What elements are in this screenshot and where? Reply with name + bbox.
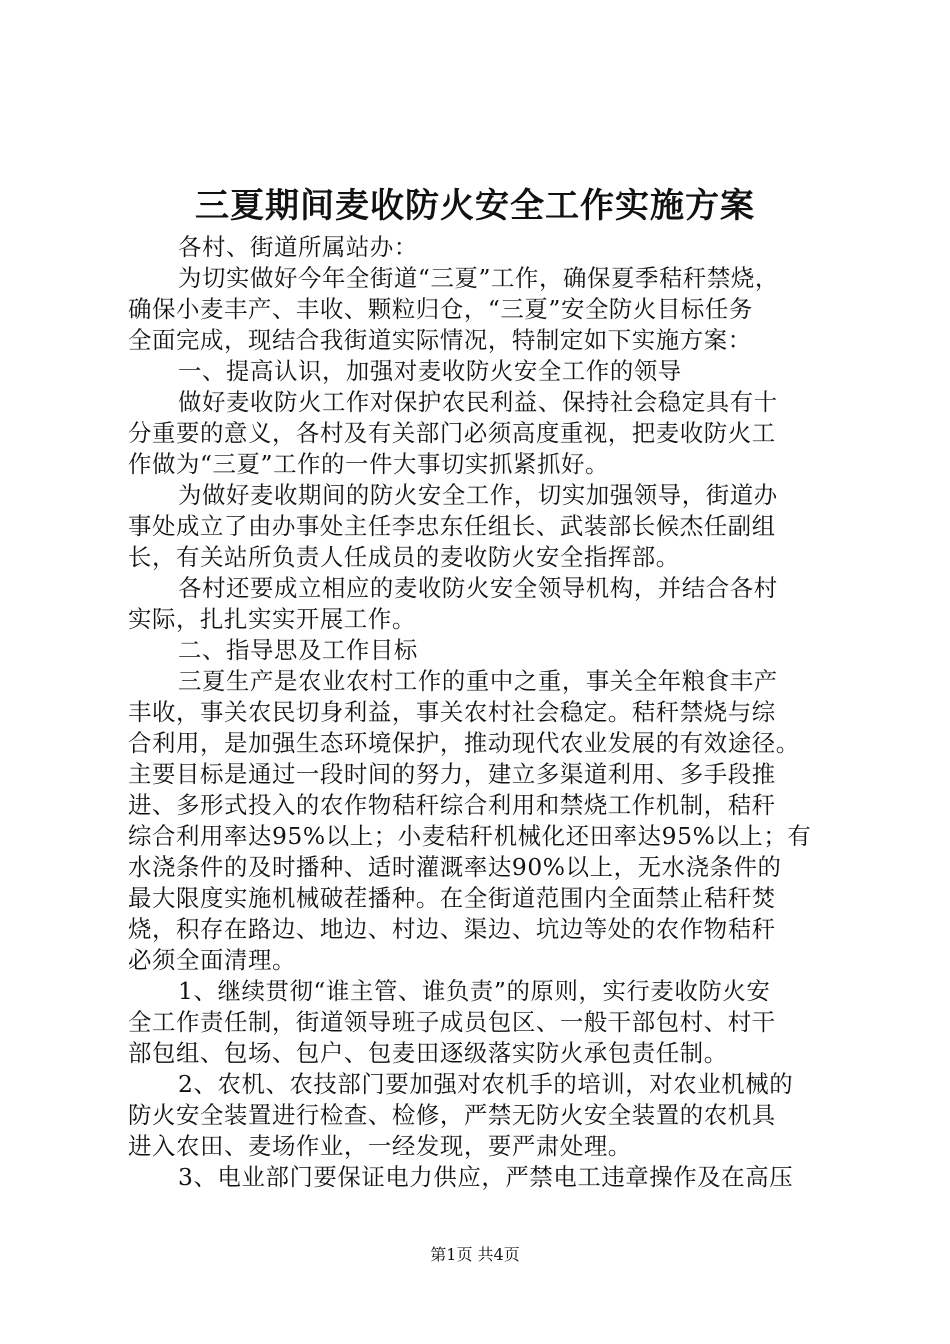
page-number-footer: 第1页 共4页 bbox=[430, 1245, 520, 1264]
paragraph-line: 各村还要成立相应的麦收防火安全领导机构，并结合各村 bbox=[178, 574, 778, 602]
paragraph-line: 事处成立了由办事处主任李忠东任组长、武装部长候杰任副组 bbox=[128, 512, 776, 540]
paragraph-line: 2、农机、农技部门要加强对农机手的培训，对农业机械的 bbox=[178, 1070, 794, 1098]
paragraph-line: 3、电业部门要保证电力供应，严禁电工违章操作及在高压 bbox=[178, 1163, 794, 1191]
paragraph-line: 确保小麦丰产、丰收、颗粒归仓，“三夏”安全防火目标任务 bbox=[128, 295, 753, 323]
paragraph-line: 烧，积存在路边、地边、村边、渠边、坑边等处的农作物秸秆 bbox=[128, 915, 776, 943]
salutation-line: 各村、街道所属站办： bbox=[178, 233, 418, 261]
paragraph-line: 全工作责任制，街道领导班子成员包区、一般干部包村、村干 bbox=[128, 1008, 776, 1036]
section-heading: 二、指导思及工作目标 bbox=[178, 636, 418, 664]
paragraph-line: 为切实做好今年全街道“三夏”工作，确保夏季秸秆禁烧， bbox=[178, 264, 779, 292]
paragraph-line: 实际，扎扎实实开展工作。 bbox=[128, 605, 416, 633]
document-body bbox=[128, 232, 828, 1193]
paragraph-line: 防火安全装置进行检查、检修，严禁无防火安全装置的农机具 bbox=[128, 1101, 776, 1129]
paragraph-line: 最大限度实施机械破茬播种。在全街道范围内全面禁止秸秆焚 bbox=[128, 884, 776, 912]
paragraph-line: 水浇条件的及时播种、适时灌溉率达90%以上，无水浇条件的 bbox=[128, 853, 782, 881]
paragraph-line: 主要目标是通过一段时间的努力，建立多渠道利用、多手段推 bbox=[128, 760, 776, 788]
document-title: 三夏期间麦收防火安全工作实施方案 bbox=[195, 186, 755, 226]
paragraph-line: 为做好麦收期间的防火安全工作，切实加强领导，街道办 bbox=[178, 481, 778, 509]
paragraph-line: 全面完成，现结合我街道实际情况，特制定如下实施方案： bbox=[128, 326, 752, 354]
paragraph-line: 分重要的意义，各村及有关部门必须高度重视，把麦收防火工 bbox=[128, 419, 776, 447]
paragraph-line: 作做为“三夏”工作的一件大事切实抓紧抓好。 bbox=[128, 450, 609, 478]
paragraph-line: 部包组、包场、包户、包麦田逐级落实防火承包责任制。 bbox=[128, 1039, 728, 1067]
paragraph-line: 长，有关站所负责人任成员的麦收防火安全指挥部。 bbox=[128, 543, 680, 571]
paragraph-line: 综合利用率达95%以上；小麦秸秆机械化还田率达95%以上；有 bbox=[128, 822, 812, 850]
paragraph-line: 做好麦收防火工作对保护农民利益、保持社会稳定具有十 bbox=[178, 388, 778, 416]
paragraph-line: 必须全面清理。 bbox=[128, 946, 296, 974]
paragraph-line: 三夏生产是农业农村工作的重中之重，事关全年粮食丰产 bbox=[178, 667, 778, 695]
paragraph-line: 进入农田、麦场作业，一经发现，要严肃处理。 bbox=[128, 1132, 632, 1160]
paragraph-line: 1、继续贯彻“谁主管、谁负责”的原则，实行麦收防火安 bbox=[178, 977, 771, 1005]
paragraph-line: 丰收，事关农民切身利益，事关农村社会稳定。秸秆禁烧与综 bbox=[128, 698, 776, 726]
paragraph-line: 合利用，是加强生态环境保护，推动现代农业发展的有效途径。 bbox=[128, 729, 800, 757]
section-heading: 一、提高认识，加强对麦收防火安全工作的领导 bbox=[178, 357, 682, 385]
paragraph-line: 进、多形式投入的农作物秸秆综合利用和禁烧工作机制，秸秆 bbox=[128, 791, 776, 819]
